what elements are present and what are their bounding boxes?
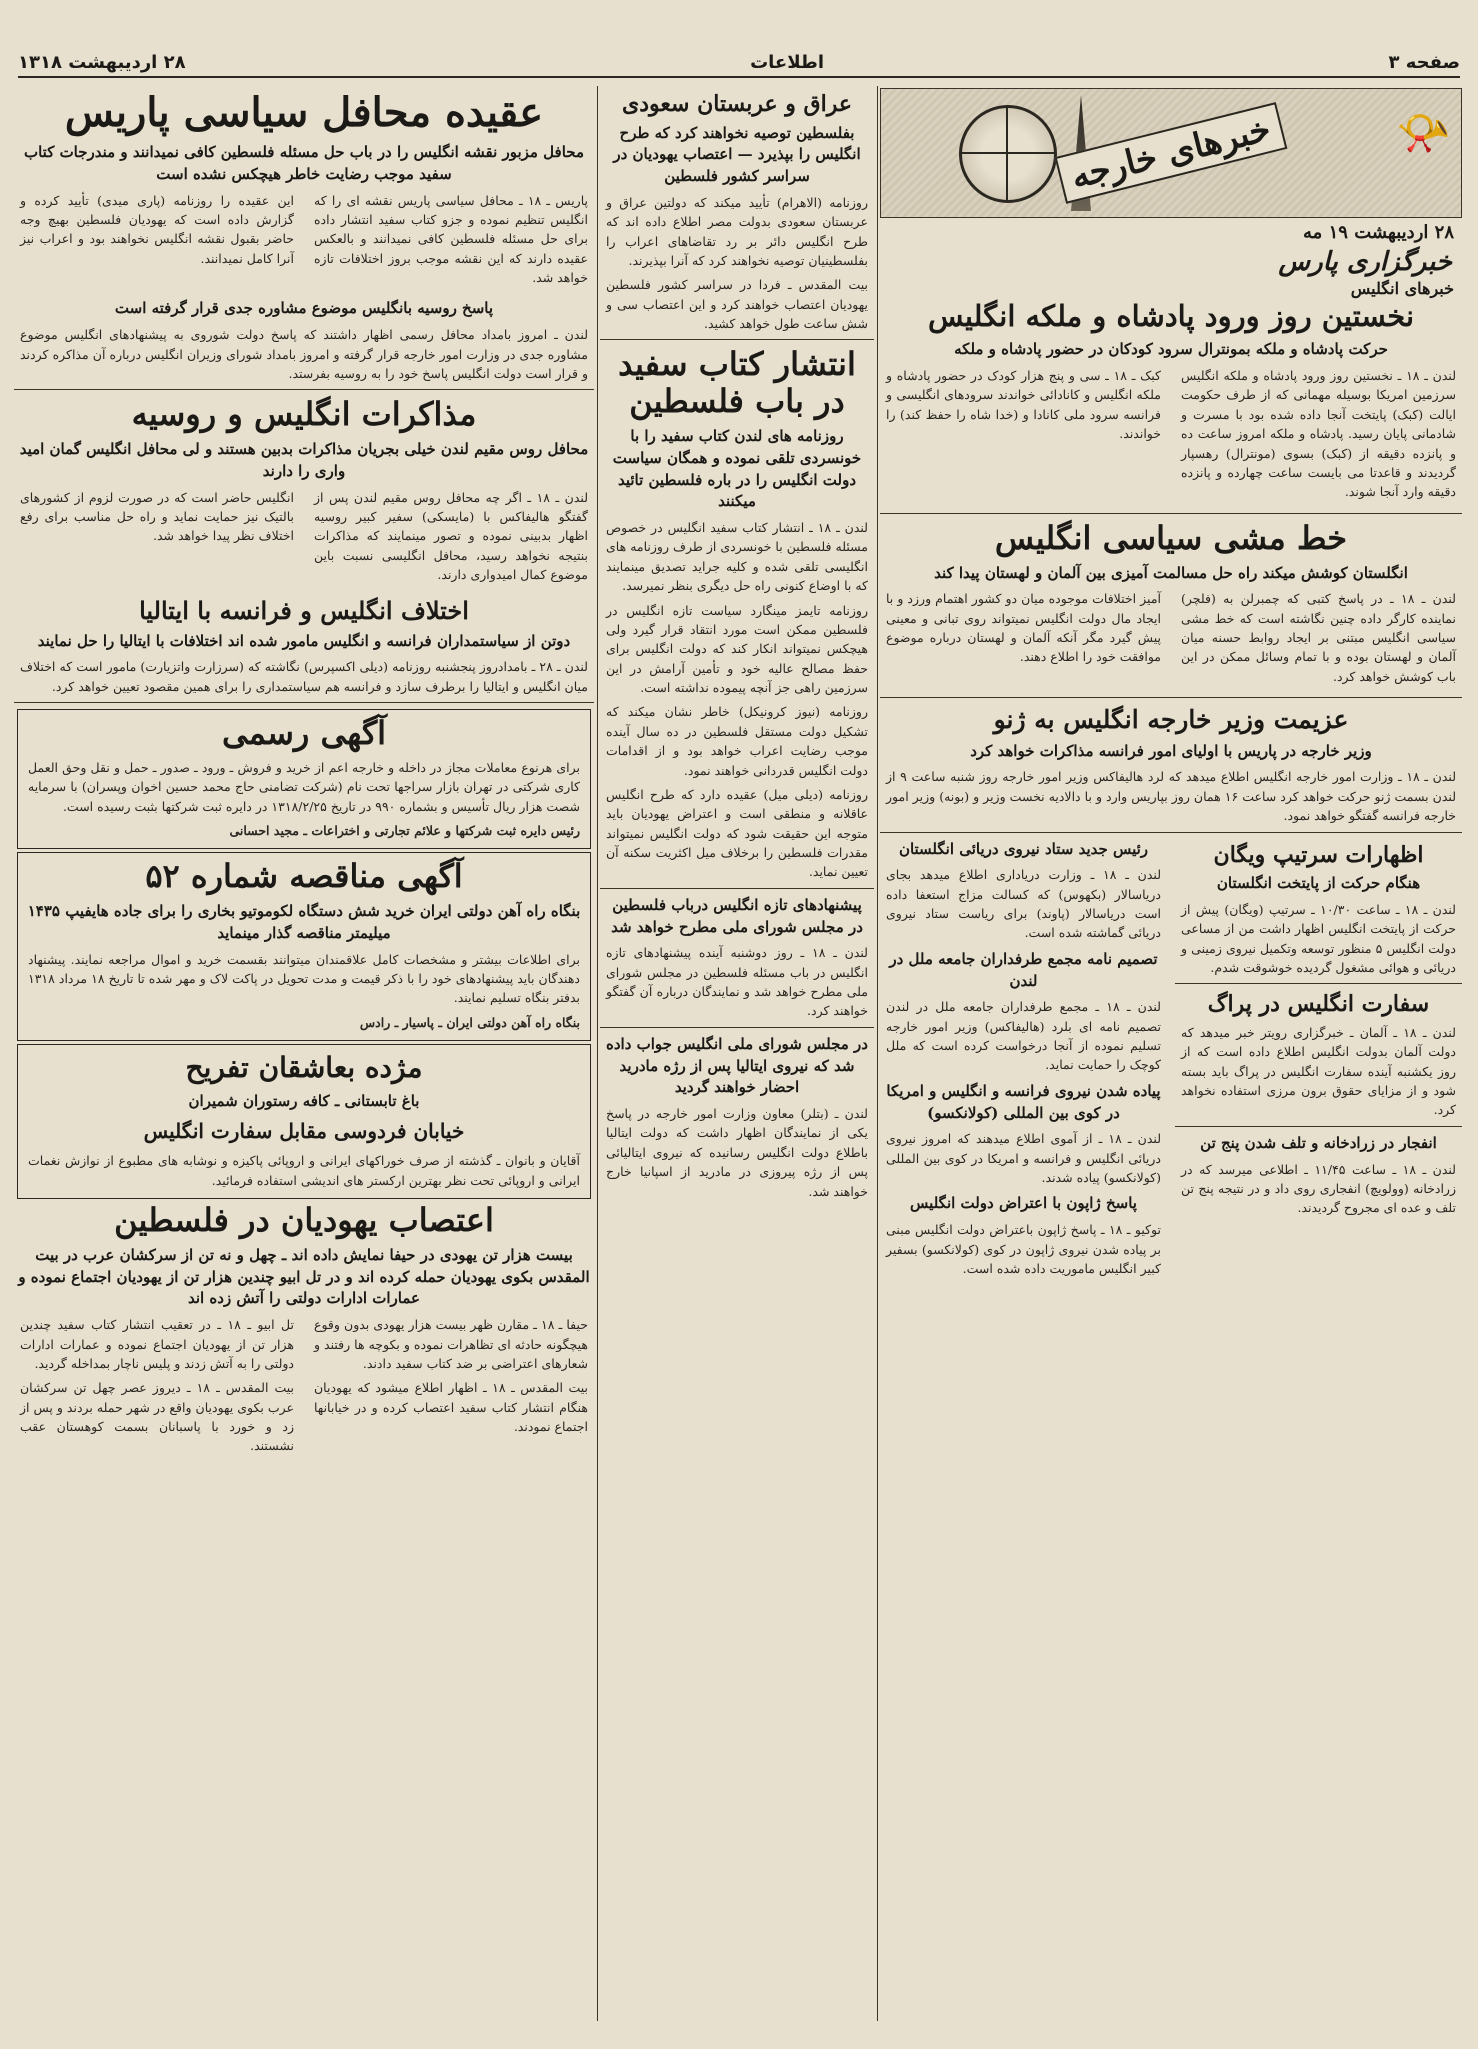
column-rule [877,86,878,2021]
notice-signature: بنگاه راه آهن دولتی ایران ـ پاسیار ـ رادس [359,1014,580,1030]
divider [14,702,594,703]
headline: آگهی مناقصه شماره ۵۲ [145,857,463,896]
foreign-news-banner [880,88,1462,218]
tender-notice [17,852,591,1041]
article-naval-staff [880,839,1167,943]
paper-name: اطلاعات [750,51,825,73]
headline: پاسخ ژاپون با اعتراض دولت انگلیس [910,1194,1137,1213]
divider [880,697,1462,698]
subheadline: محافل روس مقیم لندن خیلی بجریان مذاکرات بدبین هستند و لی محافل انگلیس گمان امید واری را دارند [19,440,589,480]
subheadline: وزیر خارجه در پاریس با اولیای امور فرانسه مذاکرات خواهد کرد [970,741,1372,760]
paragraph: توکیو ـ ۱۸ ـ پاسخ ژاپون باعتراض دولت انگلیس مبنی بر پیاده شدن نیروی ژاپون در کوی (کولانکسو) بسفیر کبیر انگلیس ماموریت داده شده است. [886,1222,1161,1276]
banner-title: خبرهای خارجه [1055,102,1288,204]
article-british-policy [880,520,1462,691]
subheadline: هنگام حرکت از پایتخت انگلستان [1216,874,1421,893]
subheadline: بفلسطین توصیه نخواهند کرد که طرح انگلیس را بپذیرد — اعتصاب یهودیان در سراسر کشور فلسطین [613,123,861,186]
subheadline: بیست هزار تن یهودی در حیفا نمایش داده اند ـ چهل و نه تن از سرکشان عرب در بیت المقدس بکوی یهودیان حمله کرده اند و در تل ابیو چندین هزار تن از یهودیان اجتماع نموده و عمارات ادارات دولتی را آتش زده اند [18,1245,590,1308]
article-royal-visit [880,300,1462,507]
paragraph: روزنامه (دیلی میل) عقیده دارد که طرح انگلیس عاقلانه و منطقی است و اعتراض یهودیان باید متوجه این حقیقت شود که دولت انگلیس نمیتواند مقدرات فلسطین را برخلاف میل اکثریت سکنه آن تعیین نماید. [606,786,868,880]
headline: اظهارات سرتیپ ویگان [1213,841,1424,868]
paragraph: لندن ـ ۱۸ ـ اگر چه محافل روس مقیم لندن پس از گفتگو هالیفاکس با (مایسکی) سفیر کبیر روسیه اظهار بدبینی نموده و تصور مینمایند که مذاکرات بنتیجه نخواهد رسید، محافل انگلیسی نسبت باین موضوع کمال امیدواری دارند. [314,489,589,583]
paragraph: آمیز اختلافات موجوده میان دو کشور اهتمام ورزد و با ایجاد مال دولت انگلیس نمیتواند روی تبانی و معینی پیش گیرد مگر آنکه آلمان و لهستان درباره موضوع موافقت خود را اطلاع دهند. [886,591,1161,665]
paragraph: لندن ـ ۱۸ ـ وزارت امور خارجه انگلیس اطلاع میدهد که لرد هالیفاکس وزیر امور خارجه روز شنبه ساعت ۹ از لندن بسمت ژنو حرکت خواهد کرد ساعت ۱۶ همان روز بپاریس وارد و با دالادیه نخست وزیر و (بونه) وزیر امور خارجه فرانسه گفتگو خواهد نمود. [886,769,1457,824]
official-notice [17,709,591,849]
headline: اختلاف انگلیس و فرانسه با ایتالیا [139,596,469,626]
paragraph: لندن ـ ۱۸ ـ روز دوشنبه آینده پیشنهادهای تازه انگلیس در باب مسئله فلسطین در مجلس شورای ملی مطرح خواهد شد و نمایندگان درباره آن گفتگو خواهند کرد. [606,945,868,1019]
cafe-advertisement [17,1044,591,1199]
article-league-society [880,949,1167,1075]
paragraph: برای اطلاعات بیشتر و مشخصات کامل علاقمندان میتوانند بقسمت خرید و اموال مراجعه نمایند. پیشنهاد دهندگان باید پیشنهادهای خود را با ذکر قیمت و مدت تحویل در پاکت لاک و مهر شده تا تاریخ ۱۸ مرداد ۱۳۱۸ بدفتر بنگاه تسلیم نمایند. [28,951,580,1006]
article-russia-reply [14,298,594,383]
agency-name: خبرگزاری پارس [1278,247,1452,277]
section-title: خبرهای انگلیس [1350,279,1454,298]
ad-venue: باغ تابستانی ـ کافه رستوران شمیران [188,1091,420,1110]
article-new-proposals [600,895,874,1021]
paragraph: روزنامه (نیوز کرونیکل) خاطر نشان میکند که تشکیل دولت مستقل فلسطین در ده سال آینده موجب رضایت اعراب خواهد بود و از اقدامات دولت انگلیس قدردانی خواهند نمود. [606,704,868,778]
subheadline: حرکت پادشاه و ملکه بمونترال سرود کودکان در حضور پادشاه و ملکه [954,340,1388,359]
headline: عقیده محافل سیاسی پاریس [64,89,544,136]
subheadline: بنگاه راه آهن دولتی ایران خرید شش دستگاه لکوموتیو بخاری را برای جاده هایفیپ ۱۴۳۵ میلیمتر مناقصه گذار مینماید [27,902,581,942]
split-section [880,839,1462,1285]
headline: پیشنهادهای تازه انگلیس درباب فلسطین در مجلس شورای ملی مطرح خواهد شد [611,895,863,936]
headline: در مجلس شورای ملی انگلیس جواب داده شد که نیروی ایتالیا پس از رژه مادرید احضار خواهند گردید [606,1034,868,1097]
divider [880,513,1462,514]
paragraph: این عقیده را روزنامه (پاری میدی) تأیید کرده و گزارش داده است که یهودیان فلسطین بهیچ وجه حاضر بقبول نقشه انگلیس نخواهند بود و اعراب نیز آنرا کامل نمیدانند. [20,192,294,266]
headline: عزیمت وزیر خارجه انگلیس به ژنو [993,705,1349,735]
paragraph: برای هرنوع معاملات مجاز در داخله و خارجه اعم از خرید و فروش ـ ورود ـ صدور ـ حمل و نقل وحق العمل کاری شرکتی در تهران بازار سراجها تحت نام (شرکت تضامنی حاج محمد حسین اخوان وپسران) با سرمایه شصت هزار ریال تأسیس و بشماره ۹۹۰ در تاریخ ۱۳۱۸/۲/۲۵ در دایره ثبت شرکتها بثبت رسیده است. [28,759,580,814]
article-arsenal-explosion [1175,1133,1462,1218]
paragraph: بیت المقدس ـ ۱۸ ـ دیروز عصر چهل تن سرکشان عرب بکوی یهودیان واقع در شهر حمله بردند و پس از زد و خورد با پاسبانان بسمت کوهستان عقب نشستند. [20,1380,294,1454]
paragraph: لندن ـ ۱۸ ـ در پاسخ کتبی که چمبرلن به (فلچر) نماینده کارگر داده چنین نگاشته است که خط مشی سیاسی انگلیس مبتنی بر ایجاد روابط حسنه میان آلمان و لهستان بوده و با تمام وسائل ممکن در این باب کوشش خواهد کرد. [1181,591,1456,684]
article-iraq-saudi [600,90,874,333]
paragraph: حیفا ـ ۱۸ ـ مقارن ظهر بیست هزار یهودی بدون وقوع هیچگونه حادثه ای تظاهرات نموده و بکوچه ها رفتند و شعارهای اعتراضی بر ضد کتاب سفید دادند. [314,1317,588,1371]
subheadline: محافل مزبور نقشه انگلیس را در باب حل مسئله فلسطین کافی نمیدانند و مندرجات کتاب سفید موجب رضایت خاطر هیچکس نشده است [23,143,584,183]
article-white-paper [600,346,874,881]
headline: مذاکرات انگلیس و روسیه [131,395,477,434]
paragraph: روزنامه تایمز مینگارد سیاست تازه انگلیس در فلسطین ممکن است مورد انتقاد قرار گیرد ولی هیچکس نمیتواند انکار کند که دولت انگلیس برای حفظ مصالح عالیه خود و تأمین آرامش در این سرزمین راهی جز آنچه پیموده نداشته است. [606,602,868,696]
divider [600,1027,874,1028]
headline: خط مشی سیاسی انگلیس [994,518,1348,557]
headline: انتشار کتاب سفید در باب فلسطین [618,345,856,421]
page-header [18,48,1460,78]
paragraph: روزنامه (الاهرام) تأیید میکند که دولتین عراق و عربستان سعودی بدولت مصر اطلاع داده اند که طرح انگلیس دائر بر رد تقاضاهای اعراب را بفلسطینیان توصیه نخواهند کرد که آنرا بپذیرند. [606,194,868,268]
subheadline: روزنامه های لندن کتاب سفید را با خونسردی تلقی نموده و همگان سیاست دولت انگلیس را در باره فلسطین تائید میکنند [612,427,862,511]
paragraph: لندن ـ ۱۸ ـ ساعت ۱۱/۴۵ ـ اطلاعی میرسد که در زرادخانه (وولویچ) انفجاری روی داد و در نتیجه پنج تن تلف و عده ای مجروح گردیدند. [1181,1161,1456,1216]
paragraph: تل ابیو ـ ۱۸ ـ در تعقیب انتشار کتاب سفید چندین هزار تن از یهودیان اجتماع نموده و عمارات ادارات دولتی را به آتش زدند و پلیس ناچار بمداخله گردید. [20,1317,294,1371]
headline: اعتصاب یهودیان در فلسطین [114,1201,494,1240]
article-italian-troops [600,1034,874,1201]
article-japan-reply [880,1193,1167,1278]
paragraph: لندن ـ ۱۸ ـ انتشار کتاب سفید انگلیس در خصوص مسئله فلسطین با خونسردی از طرف روزنامه های انگلیسی تلقی شده و کلیه جراید تصدیق مینمایند که با اوضاع کنونی راه حل دیگری بنظر نمیرسد. [606,520,868,594]
paragraph: لندن ـ ۱۸ ـ ساعت ۱۰/۳۰ ـ سرتیپ (ویگان) پیش از حرکت از پایتخت انگلیس اظهار داشت من از مساعی دولت انگلیس ۵ منظور توسعه وتکمیل نیروی زمینی و دریائی و هوائی مشغول گردیده خوشوقت شدم. [1181,901,1456,975]
headline: سفارت انگلیس در پراگ [1207,991,1430,1018]
headline: نخستین روز ورود پادشاه و ملکه انگلیس [927,299,1415,333]
notice-signature: رئیس دایره ثبت شرکتها و علائم تجارتی و اختراعات ـ مجید احسانی [229,823,580,839]
subheadline: انگلستان کوشش میکند راه حل مسالمت آمیزی بین آلمان و لهستان پیدا کند [934,563,1408,582]
headline: انفجار در زرادخانه و تلف شدن پنج تن [1200,1133,1437,1152]
divider [880,832,1462,833]
divider [1175,983,1462,984]
article-italy-dispute [14,595,594,696]
dateline: ۲۸ اردیبهشت ۱۹ مه [1303,222,1454,243]
issue-date: ۲۸ اردیبهشت ۱۳۱۸ [18,51,186,73]
paragraph: لندن ـ (بتلر) معاون وزارت امور خارجه در پاسخ یکی از نمایندگان اظهار داشت که دولت ایتالیا باطلاع دولت انگلیس رسانیده که نیروی ایتالیائی پس از رژه پیروزی در مادرید از اسپانیا خارج خواهند شد. [606,1106,868,1199]
subheadline: دوتن از سیاستمداران فرانسه و انگلیس مامور شده اند اختلافات با ایتالیا را حل نمایند [37,631,571,650]
globe-icon [959,105,1057,203]
paragraph: لندن ـ ۲۸ ـ بامدادروز پنجشنبه روزنامه (دیلی اکسپرس) نگاشته که (سرزارت واتزیارت) مامور است که اختلاف میان انگلیس و ایتالیا را برطرف سازد و فرانسه هم سیاستمداری را برای همین مقصود تعیین خواهد کرد. [20,659,588,694]
headline: پاسخ روسیه بانگلیس موضوع مشاوره جدی قرار گرفته است [114,299,494,318]
headline: پیاده شدن نیروی فرانسه و انگلیس و امریکا در کوی بین المللی (کولانکسو) [886,1081,1161,1122]
right-column [880,88,1462,2021]
divider [600,888,874,889]
headline: آگهی رسمی [221,714,387,753]
ad-address: خیابان فردوسی مقابل سفارت انگلیس [143,1119,465,1144]
article-kulangsu-landing [880,1081,1167,1188]
middle-column [600,88,874,2021]
article-weygand [1175,841,1462,978]
paragraph: پاریس ـ ۱۸ ـ محافل سیاسی پاریس نقشه ای را که انگلیس تنظیم نموده و جزو کتاب سفید انتشار داده برای حل مسئله فلسطین کافی نمیدانند و بالعکس عقیده دارند که این نقشه موجب بروز اختلافات تازه خواهد شد. [314,192,588,285]
headline: رئیس جدید ستاد نیروی دریائی انگلستان [898,839,1149,858]
article-jewish-strike [14,1202,594,1461]
gramophone-horn-icon: 📯 [1396,108,1451,159]
paragraph: لندن ـ ۱۸ ـ آلمان ـ خبرگزاری رویتر خبر میدهد که دولت آلمان بدولت انگلیس اطلاع داده است که از روز یکشنبه آینده سفارت انگلیس در پراگ باید بسته شود و از مزایای حقوق برون مرزی استفاده نخواهد کرد. [1181,1024,1456,1118]
paragraph: لندن ـ ۱۸ ـ از آموی اطلاع میدهند که امروز نیروی دریائی انگلیس و فرانسه و امریکا در کوی بین المللی (کولانکسو) پیاده شدند. [886,1131,1161,1186]
paragraph: لندن ـ ۱۸ ـ وزارت دریاداری اطلاع میدهد بجای دریاسالار (بکهوس) که کسالت مزاج استعفا داده است دریاسالار (پاوند) برای ریاست ستاد نیروی دریائی گماشته شده است. [886,867,1162,941]
article-foreign-minister-geneva [880,704,1462,825]
paragraph: کبک ـ ۱۸ ـ سی و پنج هزار کودک در حضور پادشاه و ملکه انگلیس و کانادائی خواندند سرودهای انگلیسی و فرانسه سرود ملی کانادا و (خدا شاه را حفظ کند) را خواندند. [886,368,1161,442]
column-rule [597,86,598,2021]
divider [600,339,874,340]
headline: تصمیم نامه مجمع طرفداران جامعه ملل در لندن [889,949,1158,990]
paragraph: انگلیس حاضر است که در صورت لزوم از کشورهای بالتیک نیز حمایت نماید و راه حل مناسب برای رفع اختلاف نظر پیدا خواهد شد. [20,489,294,544]
article-embassy-prague [1175,990,1462,1119]
paragraph: آقایان و بانوان ـ گذشته از صرف خوراکهای ایرانی و اروپائی پاکیزه و نوشابه های مطبوع از نوازش نغمات ایرانی و اروپائی تحت نظر بهترین ارکستر های اندیشی استفاده فرمائید. [28,1153,580,1188]
article-anglo-russian-talks [14,396,594,589]
page-number: صفحه ۳ [1388,51,1460,73]
paragraph: لندن ـ ۱۸ ـ مجمع طرفداران جامعه ملل در لندن تصمیم نامه ای بلرد (هالیفاکس) وزیر امور خارجه تسلیم نموده از آنجا درخواست کرده است که ملل کوچک را حمایت نماید. [886,999,1161,1073]
paragraph: لندن ـ امروز بامداد محافل رسمی اظهار داشتند که پاسخ دولت شوروی به پیشنهادهای انگلیس موضوع مشاوره جدی در وزارت امور خارجه قرار گرفته و امروز بامداد شورای وزیران انگلیس درباره آن مذاکره کردند و قرار است دولت انگلیس پاسخ خود را به روسیه بفرستد. [20,327,588,381]
divider [1175,1126,1462,1127]
divider [14,389,594,390]
paragraph: بیت المقدس ـ ۱۸ ـ اظهار اطلاع میشود که یهودیان هنگام انتشار کتاب سفید اعتصاب کرده و در خیابانها اجتماع نمودند. [314,1380,588,1435]
article-paris-circles [14,90,594,292]
paragraph: بیت المقدس ـ فردا در سراسر کشور فلسطین یهودیان اعتصاب خواهند کرد و این اعتصاب سی و شش ساعت طول خواهد کشید. [606,277,868,332]
left-column [14,88,594,2021]
headline: مژده بعاشقان تفریح [185,1051,423,1085]
headline: عراق و عربستان سعودی [622,91,852,117]
paragraph: لندن ـ ۱۸ ـ نخستین روز ورود پادشاه و ملکه انگلیس سرزمین امریکا بوسیله مهمانی که از طرف حکومت ایالت (کبک) پایتخت آنجا داده شده بود با مسرت و شادمانی پایان رسید. پادشاه و ملکه امروز ساعت ده و پانزده دقیقه از (کبک) بسوی (مونترال) رهسپار گردیدند و قاعدتا می بایست ساعت چهارده و پانزده دقیقه وارد آنجا شوند. [1181,368,1456,500]
